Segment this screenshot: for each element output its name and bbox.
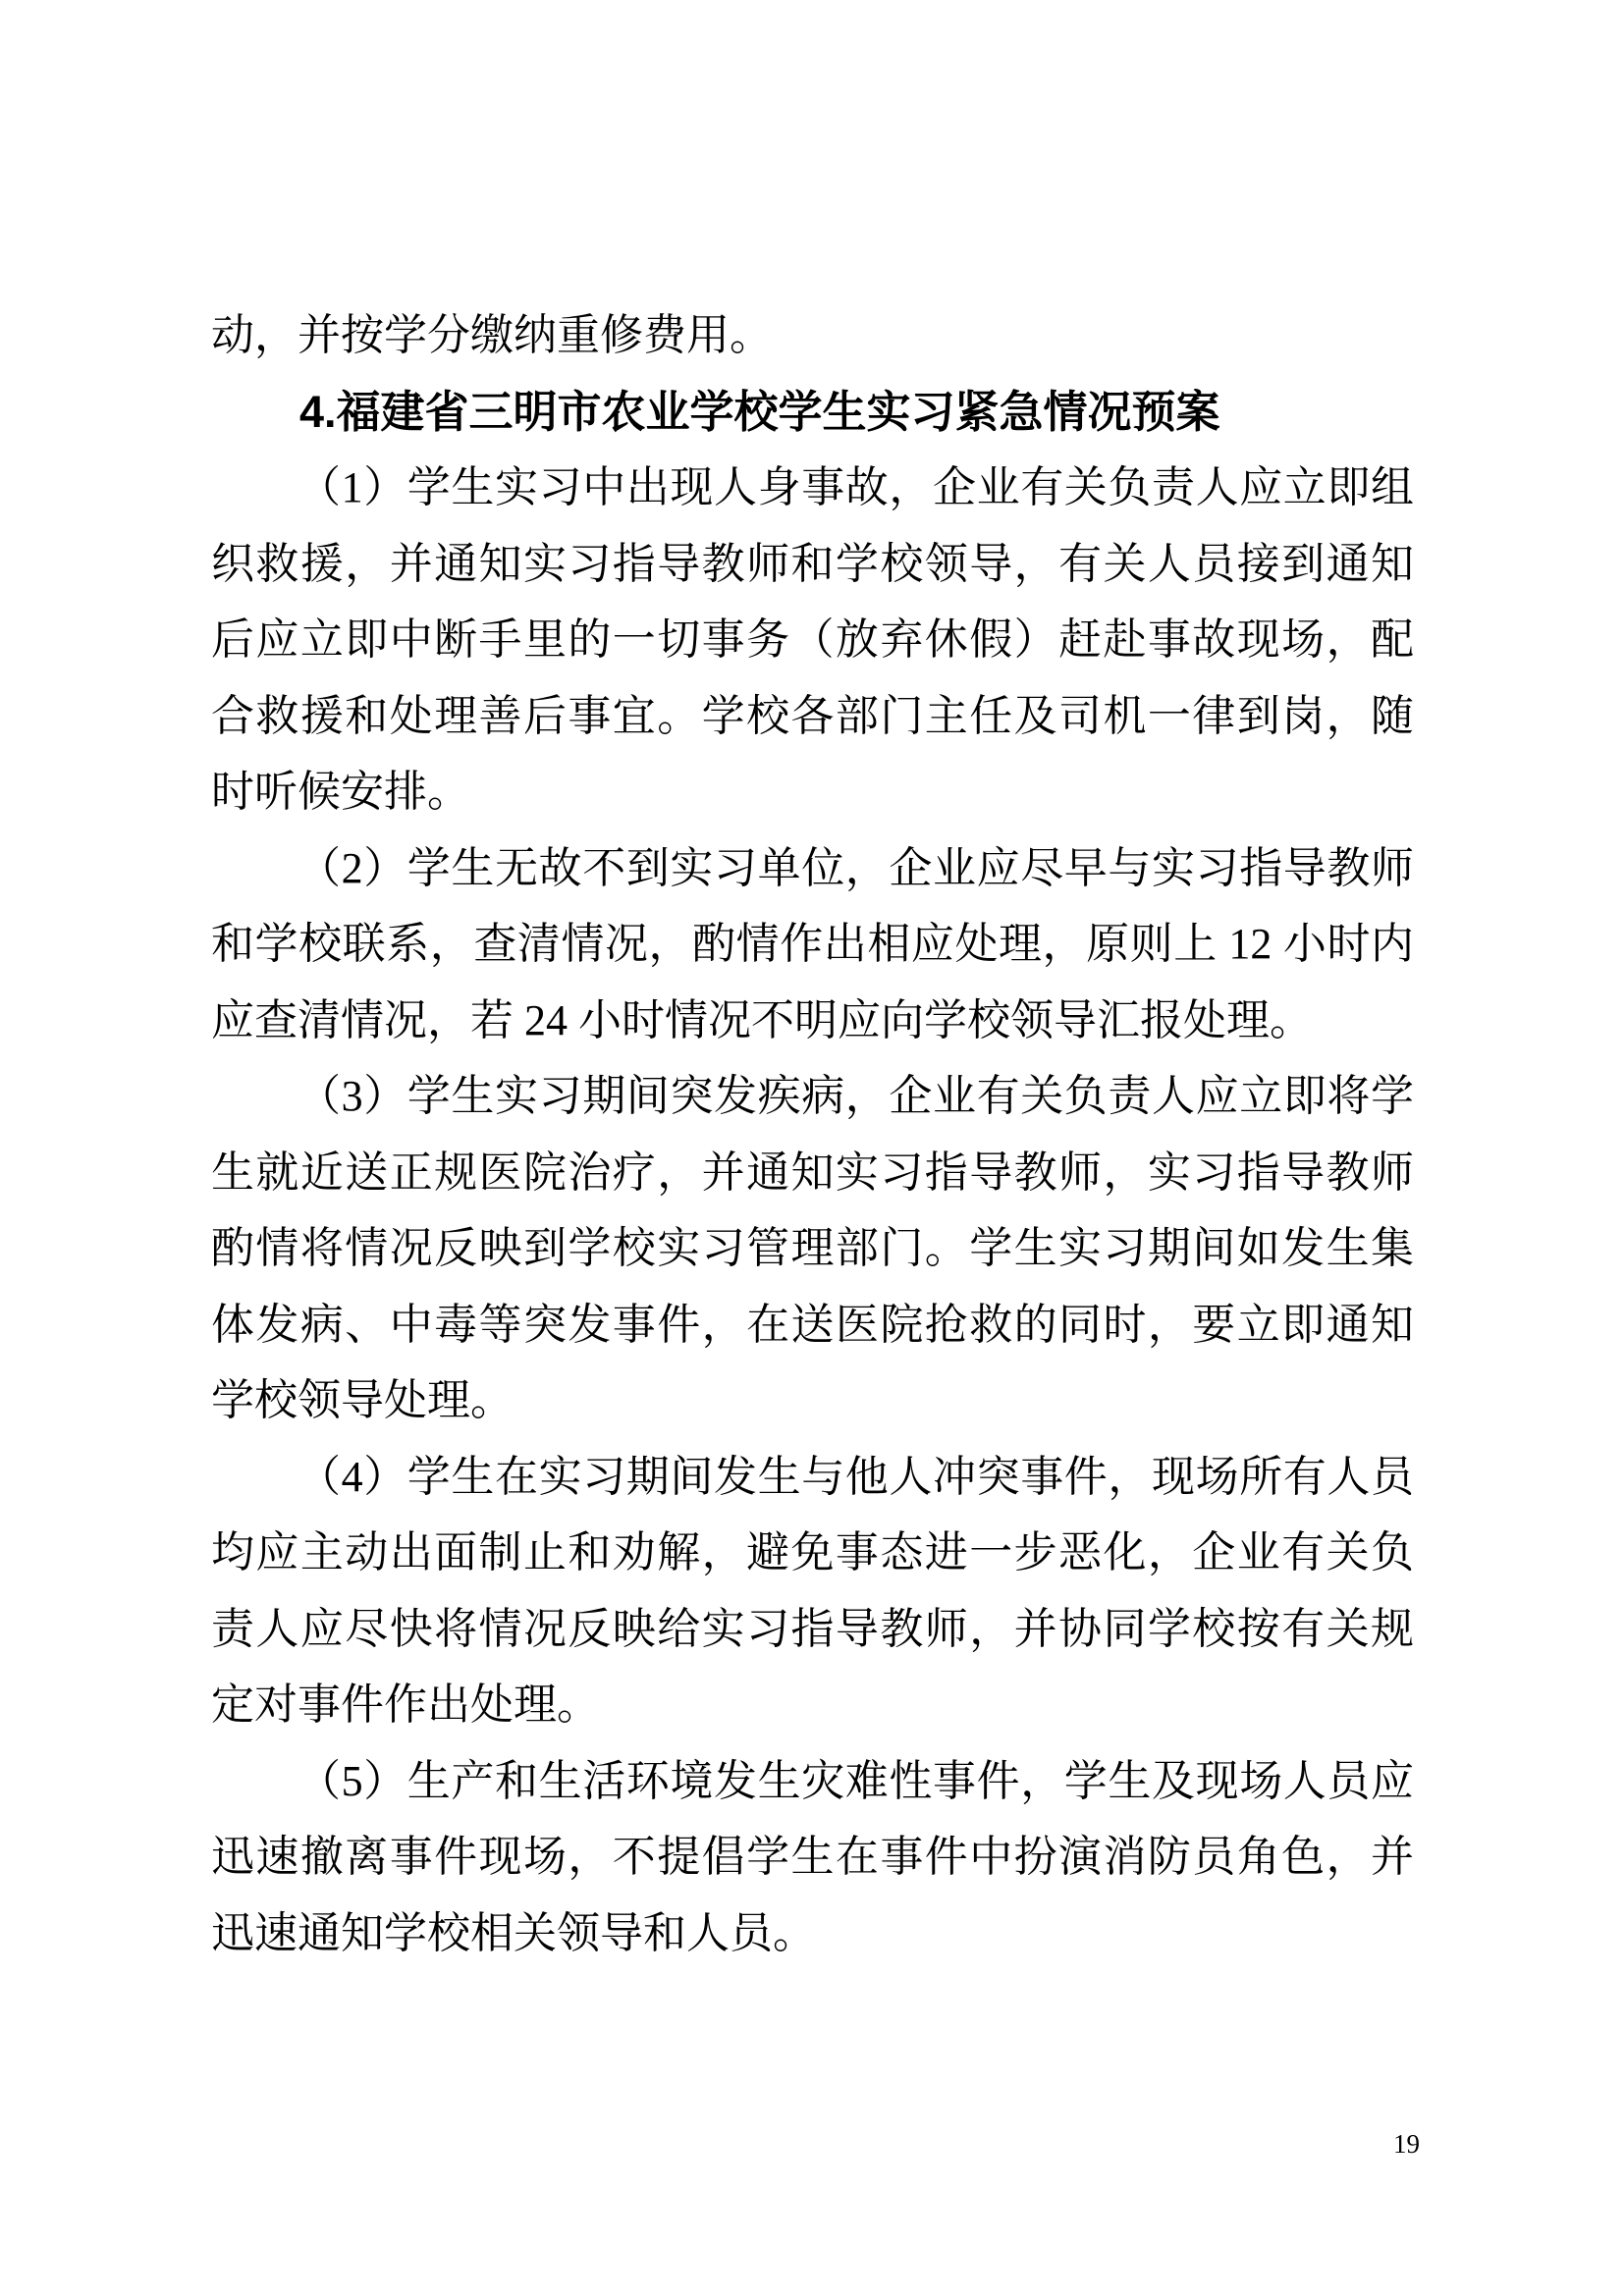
page-number: 19 [1393, 2129, 1420, 2159]
body-paragraph-3: （3）学生实习期间突发疾病，企业有关负责人应立即将学生就近送正规医院治疗，并通知实习指导教师，实习指导教师酌情将情况反映到学校实习管理部门。学生实习期间如发生集体发病、中毒等突发事件，在送医院抢救的同时，要立即通知学校领导处理。 [211, 1072, 1414, 1424]
continuation-paragraph: 动，并按学分缴纳重修费用。 [211, 311, 773, 359]
body-paragraph-1: （1）学生实习中出现人身事故，企业有关负责人应立即组织救援，并通知实习指导教师和学校领导，有关人员接到通知后应立即中断手里的一切事务（放弃休假）赶赴事故现场，配合救援和处理善后事宜。学校各部门主任及司机一律到岗，随时听候安排。 [211, 463, 1414, 816]
body-paragraph-2: （2）学生无故不到实习单位，企业应尽早与实习指导教师和学校联系，查清情况，酌情作出相应处理，原则上 12 小时内应查清情况，若 24 小时情况不明应向学校领导汇报处理。 [211, 843, 1414, 1044]
document-body [211, 297, 1414, 1971]
section-heading: 4.福建省三明市农业学校学生实习紧急情况预案 [299, 386, 1220, 437]
body-paragraph-5: （5）生产和生活环境发生灾难性事件，学生及现场人员应迅速撤离事件现场，不提倡学生在事件中扮演消防员角色，并迅速通知学校相关领导和人员。 [211, 1756, 1414, 1957]
body-paragraph-4: （4）学生在实习期间发生与他人冲突事件，现场所有人员均应主动出面制止和劝解，避免事态进一步恶化，企业有关负责人应尽快将情况反映给实习指导教师，并协同学校按有关规定对事件作出处理。 [211, 1452, 1414, 1729]
